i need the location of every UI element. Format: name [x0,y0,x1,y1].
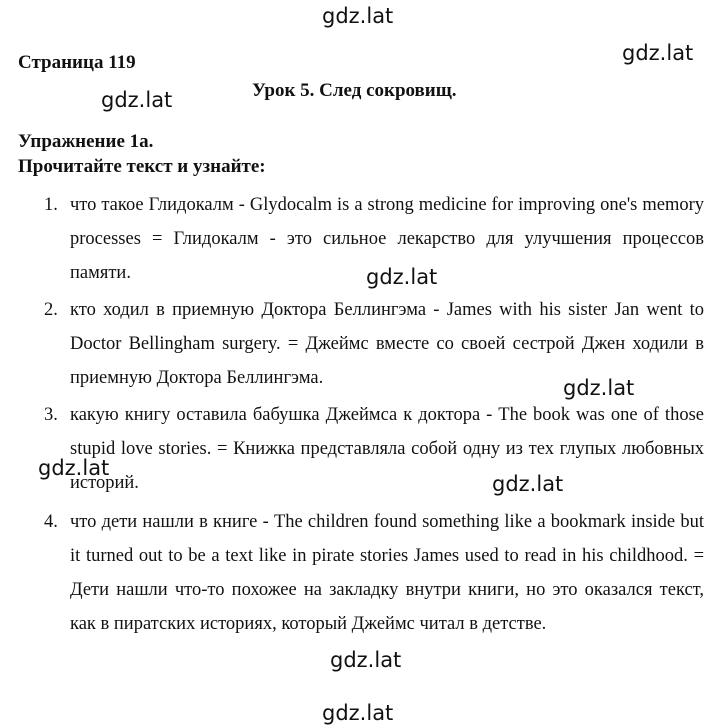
watermark: gdz.lat [322,4,394,28]
list-item [44,398,704,500]
task-instruction: Прочитайте текст и узнайте: [18,156,266,177]
list-item-text: что такое Глидокалм - Glydocalm is a strong medicine for improving one's memory processes = Глидокалм - это сильное лекарство для улучшения процессов памяти. [70,195,704,283]
watermark: gdz.lat [38,456,110,480]
lesson-title: Урок 5. След сокровищ. [252,80,457,101]
watermark: gdz.lat [322,701,394,725]
watermark: gdz.lat [563,376,635,400]
list-item [44,505,704,641]
list-item-text: какую книгу оставила бабушка Джеймса к доктора - The book was one of those stupid love stories. = Книжка представляла собой одну из тех глупых любовных историй. [70,405,704,493]
watermark: gdz.lat [622,41,694,65]
exercise-title: Упражнение 1а. [18,131,154,152]
watermark: gdz.lat [492,472,564,496]
list-item-number: 1. [44,195,58,215]
list-item-text: кто ходил в приемную Доктора Беллингэма - James with his sister Jan went to Doctor Bellingham surgery. = Джеймс вместе со своей сестрой Джен ходили в приемную Доктора Беллингэма. [70,300,704,388]
watermark: gdz.lat [330,648,402,672]
list-item-number: 4. [44,512,58,532]
list-item-number: 3. [44,405,58,425]
watermark: gdz.lat [101,88,173,112]
list-item-number: 2. [44,300,58,320]
list-item-text: что дети нашли в книге - The children found something like a bookmark inside but it turned out to be a text like in pirate stories James used to read in his childhood. = Дети нашли что-то похожее на закладку внутри книги, но это оказался текст, как в пиратских историях, который Джеймс читал в детстве. [70,512,704,634]
watermark: gdz.lat [366,265,438,289]
page-number-title: Страница 119 [18,52,136,73]
